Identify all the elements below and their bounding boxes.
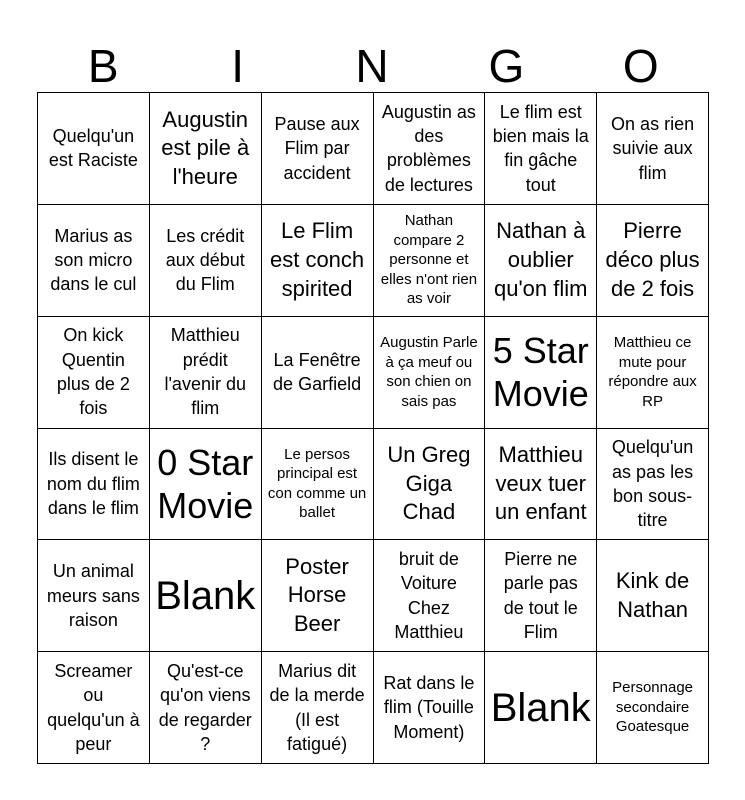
bingo-cell[interactable]: Screamer ou quelqu'un à peur — [38, 652, 150, 764]
bingo-cell[interactable]: Blank — [485, 652, 597, 764]
bingo-cell[interactable]: bruit de Voiture Chez Matthieu — [374, 540, 486, 652]
bingo-cell[interactable]: Quelqu'un est Raciste — [38, 93, 150, 205]
bingo-cell[interactable]: Ils disent le nom du flim dans le flim — [38, 429, 150, 541]
header-letter-i: I — [231, 40, 246, 92]
bingo-cell[interactable]: On as rien suivie aux flim — [597, 93, 709, 205]
bingo-cell[interactable]: Marius as son micro dans le cul — [38, 205, 150, 317]
bingo-cell[interactable]: Nathan à oublier qu'on flim — [485, 205, 597, 317]
bingo-cell[interactable]: Matthieu prédit l'avenir du flim — [150, 317, 262, 429]
bingo-cell[interactable]: Augustin est pile à l'heure — [150, 93, 262, 205]
bingo-cell[interactable]: Blank — [150, 540, 262, 652]
bingo-cell[interactable]: La Fenêtre de Garfield — [262, 317, 374, 429]
bingo-cell[interactable]: Pause aux Flim par accident — [262, 93, 374, 205]
bingo-cell[interactable]: On kick Quentin plus de 2 fois — [38, 317, 150, 429]
bingo-cell[interactable]: Matthieu veux tuer un enfant — [485, 429, 597, 541]
bingo-header — [37, 40, 709, 92]
bingo-cell[interactable]: Poster Horse Beer — [262, 540, 374, 652]
bingo-cell[interactable]: Nathan compare 2 personne et elles n'ont rien as voir — [374, 205, 486, 317]
bingo-cell[interactable]: Marius dit de la merde (Il est fatigué) — [262, 652, 374, 764]
bingo-cell[interactable]: Kink de Nathan — [597, 540, 709, 652]
bingo-cell[interactable]: Quelqu'un as pas les bon sous-titre — [597, 429, 709, 541]
bingo-cell[interactable]: 5 Star Movie — [485, 317, 597, 429]
bingo-cell[interactable]: Augustin as des problèmes de lectures — [374, 93, 486, 205]
bingo-card-grid — [37, 92, 709, 764]
bingo-cell[interactable]: Les crédit aux début du Flim — [150, 205, 262, 317]
bingo-cell[interactable]: Rat dans le flim (Touille Moment) — [374, 652, 486, 764]
bingo-cell[interactable]: Pierre déco plus de 2 fois — [597, 205, 709, 317]
bingo-cell[interactable]: Personnage secondaire Goatesque — [597, 652, 709, 764]
header-letter-b: B — [87, 40, 121, 92]
bingo-cell[interactable]: Matthieu ce mute pour répondre aux RP — [597, 317, 709, 429]
header-letter-o: O — [622, 40, 661, 92]
bingo-cell[interactable]: Un Greg Giga Chad — [374, 429, 486, 541]
bingo-cell[interactable]: Le flim est bien mais la fin gâche tout — [485, 93, 597, 205]
bingo-cell[interactable]: Un animal meurs sans raison — [38, 540, 150, 652]
bingo-cell[interactable]: 0 Star Movie — [150, 429, 262, 541]
bingo-cell[interactable]: Le Flim est conch spirited — [262, 205, 374, 317]
header-letter-n: N — [355, 40, 391, 92]
bingo-cell[interactable]: Qu'est-ce qu'on viens de regarder ? — [150, 652, 262, 764]
bingo-cell[interactable]: Le persos principal est con comme un ballet — [262, 429, 374, 541]
bingo-cell[interactable]: Pierre ne parle pas de tout le Flim — [485, 540, 597, 652]
header-letter-g: G — [488, 40, 527, 92]
bingo-cell[interactable]: Augustin Parle à ça meuf ou son chien on sais pas — [374, 317, 486, 429]
